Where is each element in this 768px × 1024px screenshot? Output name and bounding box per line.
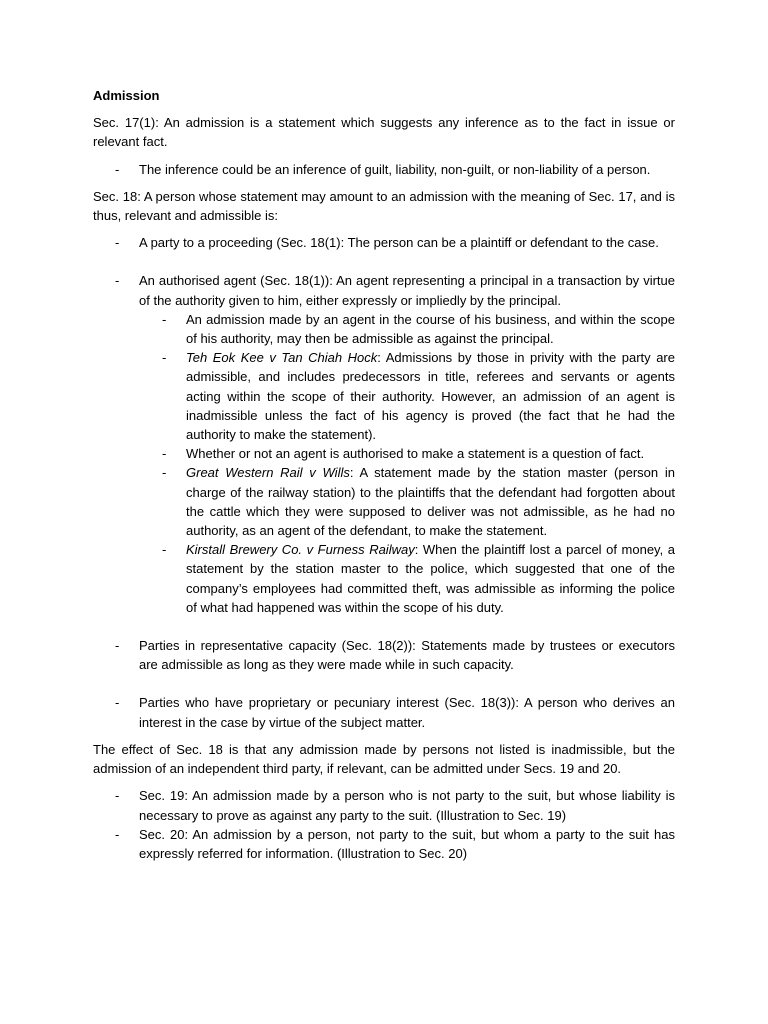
sec18-agent-text: An authorised agent (Sec. 18(1)): An agent representing a principal in a transaction by virtue of the authority given to him, either expressly or impliedly by the principal. [139, 273, 675, 308]
agent-sub-text: An admission made by an agent in the course of his business, and within the scope of his authority, may then be admissible as against the principal. [186, 311, 675, 347]
case-name: Kirstall Brewery Co. v Furness Railway [186, 542, 415, 558]
effect-list [93, 786, 675, 863]
agent-sub-item [139, 310, 675, 348]
document-heading: Admission [93, 88, 160, 103]
sec18-interest-text: Parties who have proprietary or pecuniary interest (Sec. 18(3)): A person who derives an interest in the case by virtue of the subject matter. [139, 695, 675, 730]
sec18-paragraph: Sec. 18: A person whose statement may amount to an admission with the meaning of Sec. 17, and is thus, relevant and admissible is: [93, 188, 675, 224]
agent-sub-item [139, 348, 675, 444]
sec17-bullet [93, 160, 675, 179]
sec18-agent-item [93, 271, 675, 617]
list-spacer [93, 252, 675, 271]
dash-marker: - [115, 788, 120, 804]
case-name: Great Western Rail v Wills [186, 465, 350, 481]
sec18-party-text: A party to a proceeding (Sec. 18(1): The person can be a plaintiff or defendant to the case. [139, 235, 659, 251]
sec17-bullet-text: The inference could be an inference of guilt, liability, non-guilt, or non-liability of a person. [139, 161, 651, 177]
agent-sub-item [139, 444, 675, 463]
sec18-interest-item [93, 693, 675, 731]
dash-marker: - [162, 350, 167, 366]
sec20-item [93, 825, 675, 863]
sec18-representative-text: Parties in representative capacity (Sec. 18(2)): Statements made by trustees or executors are admissible as long as they were made while in such capacity. [139, 638, 675, 673]
dash-marker: - [115, 273, 120, 289]
sec19-item [93, 786, 675, 824]
dash-marker: - [115, 235, 120, 251]
sec18-party-item [93, 233, 675, 252]
agent-sub-text: : Admissions by those in privity with the party are admissible, and includes predecessors in title, referees and servants or agents acting within the scope of their authority. However, an admission of an agent is inadmissible unless the fact of his agency is proved (the fact that he had the authority to make the statement). [186, 350, 675, 443]
dash-marker: - [115, 161, 120, 177]
agent-sub-text: Whether or not an agent is authorised to make a statement is a question of fact. [186, 446, 645, 462]
agent-sub-list [139, 310, 675, 617]
document-page [93, 86, 675, 871]
agent-sub-item [139, 540, 675, 617]
effect-paragraph: The effect of Sec. 18 is that any admission made by persons not listed is inadmissible, but the admission of an independent third party, if relevant, can be admitted under Secs. 19 and 20. [93, 741, 675, 777]
dash-marker: - [162, 311, 167, 327]
sec20-text: Sec. 20: An admission by a person, not party to the suit, but whom a party to the suit has expressly referred for information. (Illustration to Sec. 20) [139, 826, 675, 861]
sec17-paragraph: Sec. 17(1): An admission is a statement which suggests any inference as to the fact in issue or relevant fact. [93, 115, 675, 150]
sec19-text: Sec. 19: An admission made by a person who is not party to the suit, but whose liability is necessary to prove as against any party to the suit. (Illustration to Sec. 19) [139, 788, 675, 823]
dash-marker: - [162, 446, 167, 462]
agent-sub-text: : When the plaintiff lost a parcel of money, a statement by the station master to the police, which suggested that one of the company’s employees had committed theft, was admissible as informing the police of what had happened was within the scope of his duty. [186, 542, 675, 615]
dash-marker: - [115, 826, 120, 842]
sec18-representative-item [93, 636, 675, 674]
list-spacer [93, 674, 675, 693]
dash-marker: - [115, 695, 120, 711]
sec18-list [93, 233, 675, 732]
sec17-list [93, 160, 675, 179]
dash-marker: - [162, 542, 167, 558]
case-name: Teh Eok Kee v Tan Chiah Hock [186, 350, 378, 366]
dash-marker: - [115, 638, 120, 654]
dash-marker: - [162, 465, 167, 481]
agent-sub-text: : A statement made by the station master (person in charge of the railway station) to the plaintiffs that the defendant had forgotten about the cattle which they were supposed to deliver was not admissible, as he had no authority, as an agent of the defendant, to make the statement. [186, 465, 675, 539]
agent-sub-item [139, 463, 675, 540]
list-spacer [93, 617, 675, 636]
